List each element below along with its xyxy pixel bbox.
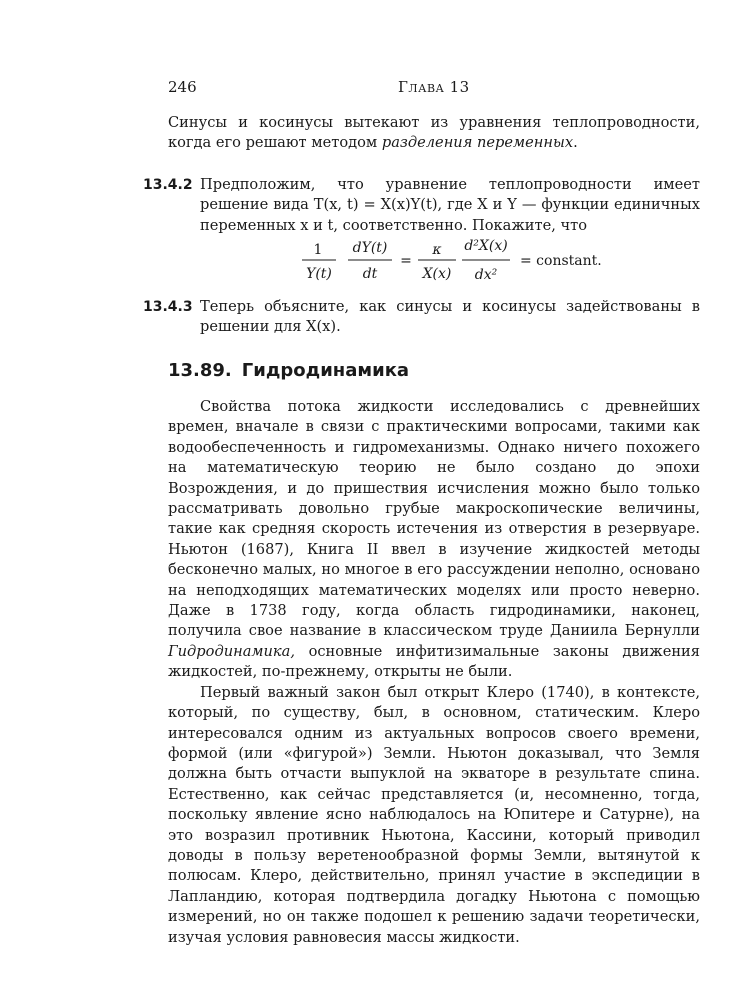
- formula-tail: = constant.: [520, 253, 602, 269]
- paragraph-1-text-b: основные инфитизимальные законы движения жидкостей, по-прежнему, открыты не были.: [168, 642, 700, 681]
- exercise-label: 13.4.2: [143, 177, 193, 193]
- section-body: [168, 397, 700, 948]
- formula-lhs-den: Y(t): [306, 266, 332, 282]
- formula-eq: =: [400, 253, 412, 269]
- formula-frac4-den: dx²: [474, 267, 498, 283]
- page-number: 246: [168, 78, 197, 96]
- exercise-label: 13.4.3: [143, 299, 193, 315]
- intro-end: .: [573, 134, 578, 152]
- intro-text: Синусы и косинусы вытекают из уравнения теплопроводности, когда его решают методом: [168, 114, 700, 152]
- exercise-text: Предположим, что уравнение теплопроводности имеет решение вида T(x, t) = X(x)Y(t), где X и Y — функции единичных переменных x и t, соответственно. Покажите, что: [200, 176, 700, 234]
- exercise-text: Теперь объясните, как синусы и косинусы задействованы в решении для X(x).: [200, 298, 700, 336]
- section-title: Гидродинамика: [241, 360, 410, 381]
- chapter-title: Глава 13: [398, 78, 470, 96]
- formula: [300, 232, 660, 292]
- paragraph-1: [168, 397, 700, 683]
- paragraph-2: Первый важный закон был открыт Клеро (1740), в контексте, который, по существу, был, в основном, статическим. Клеро интересовался одним из актуальных вопросов своего времени, формой (или «фигурой») Земли. Ньютон доказывал, что Земля должна быть отчасти выпуклой на экваторе в результате спина. Естественно, как сейчас представляется (и, несомненно, тогда, поскольку явление ясно наблюдалось на Юпитере и Сатурне), на это возразил противник Ньютона, Кассини, который приводил доводы в пользу веретенообразной формы Земли, вытянутой к полюсам. Клеро, действительно, принял участие в экспедиции в Лапландию, которая подтвердила догадку Ньютона с помощью измерений, но он также подошел к решению задачи теоретически, изучая условия равновесия массы жидкости.: [168, 683, 700, 946]
- formula-frac2-num: dY(t): [352, 240, 388, 256]
- section-heading: [168, 360, 419, 381]
- section-number: 13.89.: [168, 360, 232, 381]
- formula-rhs-num: κ: [432, 242, 442, 258]
- paragraph-1-text-a: Свойства потока жидкости исследовались с древнейших времен, вначале в связи с практическими вопросами, такими как водообеспеченность и гидромеханизмы. Однако ничего похожего на математическую теорию не было создано до эпохи Возрождения, и до пришествия исчисления можно было только рассматривать довольно грубые макроскопические величины, такие как средняя скорость истечения из отверстия в резервуаре. Ньютон (1687), Книга II ввел в изучение жидкостей методы бесконечно малых, но многое в его рассуждении неполно, основано на неподходящих математических моделях или просто неверно. Даже в 1738 году, когда область гидродинамики, наконец, получила свое название в классическом труде Даниила Бернулли: [168, 398, 700, 640]
- formula-lhs-num: 1: [313, 242, 323, 258]
- intro-paragraph: [168, 113, 700, 154]
- formula-frac4-num: d²X(x): [464, 238, 508, 254]
- formula-rhs-den: X(x): [422, 266, 452, 282]
- formula-frac2-den: dt: [362, 266, 378, 282]
- intro-italic: разделения переменных: [381, 134, 574, 152]
- running-header: [168, 78, 698, 100]
- paragraph-1-italic: Гидродинамика,: [168, 642, 295, 660]
